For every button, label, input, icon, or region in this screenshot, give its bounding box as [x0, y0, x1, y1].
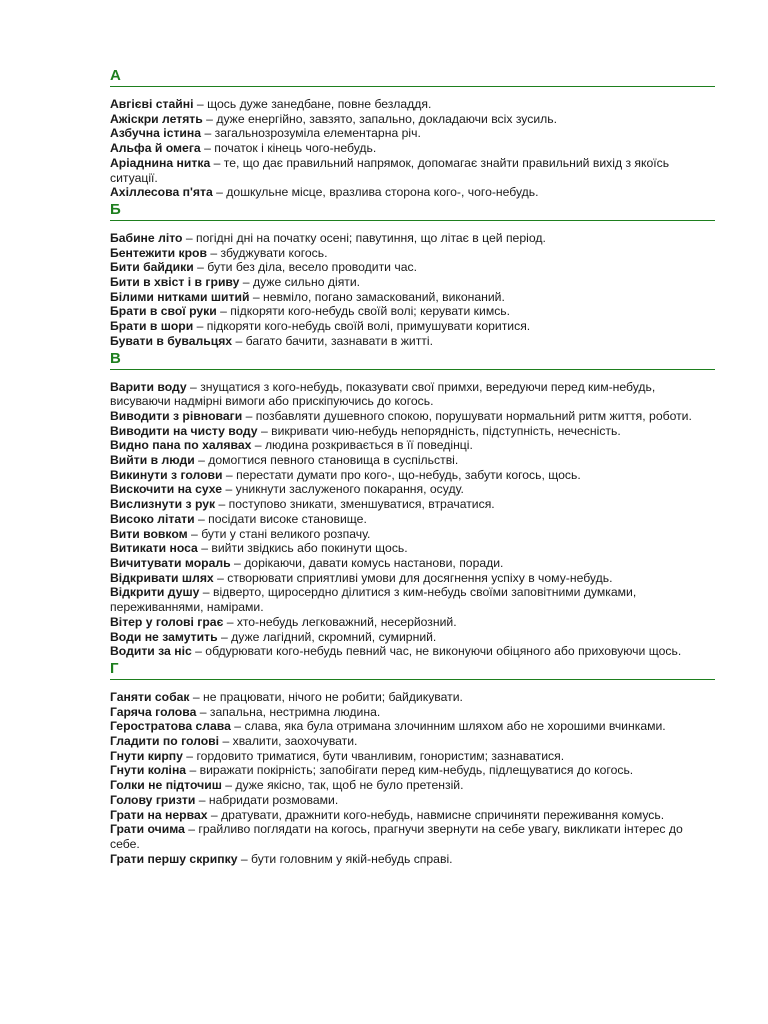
section-letter-heading: В	[110, 349, 715, 370]
idiom-term: Ажіскри летять	[110, 111, 203, 126]
idiom-definition: – домогтися певного становища в суспільстві.	[194, 453, 459, 468]
idiom-entry	[110, 630, 715, 645]
idiom-entry	[110, 141, 715, 156]
idiom-entry	[110, 126, 715, 141]
letter-section	[110, 349, 715, 659]
idiom-definition: – слава, яка була отримана злочинним шляхом або не хорошими вчинками.	[230, 719, 666, 734]
idiom-entry	[110, 556, 715, 571]
idiom-definition: – те, що дає правильний напрямок, допомагає знайти правильний вихід з якоїсь ситуації.	[110, 155, 670, 185]
letter-section	[110, 200, 715, 349]
idiom-definition: – невміло, погано замаскований, виконаний.	[249, 289, 505, 304]
idiom-definition: – дошкульне місце, вразлива сторона кого-, чого-небудь.	[212, 185, 539, 200]
idiom-definition: – поступово зникати, зменшуватися, втрачатися.	[215, 497, 495, 512]
idiom-entry	[110, 527, 715, 542]
idiom-definition: – бути без діла, весело проводити час.	[193, 260, 417, 275]
idiom-term: Білими нитками шитий	[110, 289, 250, 304]
idiom-definition: – не працювати, нічого не робити; байдикувати.	[189, 689, 463, 704]
idiom-term: Бабине літо	[110, 230, 183, 245]
idiom-entry	[110, 749, 715, 764]
idiom-term: Грати першу скрипку	[110, 851, 238, 866]
idiom-term: Аріаднина нитка	[110, 155, 211, 170]
idiom-definition: – запальна, нестримна людина.	[196, 704, 381, 719]
idiom-term: Грати на нервах	[110, 807, 208, 822]
idiom-term: Вичитувати мораль	[110, 555, 231, 570]
idiom-term: Відкрити душу	[110, 585, 200, 600]
section-letter-heading: Б	[110, 200, 715, 221]
idiom-definition: – дуже якісно, так, щоб не було претензій.	[221, 778, 464, 793]
idiom-term: Брати в шори	[110, 319, 194, 334]
idiom-term: Гнути кирпу	[110, 748, 183, 763]
idiom-definition: – позбавляти душевного спокою, порушувати нормальний ритм життя, роботи.	[242, 408, 692, 423]
idiom-definition: – вийти звідкись або покинути щось.	[197, 541, 408, 556]
idiom-term: Гладити по голові	[110, 734, 220, 749]
idiom-entry	[110, 231, 715, 246]
idiom-entry	[110, 290, 715, 305]
idiom-definition: – хвалити, заохочувати.	[219, 734, 358, 749]
idiom-entry	[110, 260, 715, 275]
idiom-definition: – перестати думати про кого-, що-небудь, забути когось, щось.	[222, 467, 581, 482]
idiom-definition: – бути у стані великого розпачу.	[187, 526, 371, 541]
idiom-entry	[110, 334, 715, 349]
idiom-definition: – викривати чию-небудь непорядність, підступність, нечесність.	[257, 423, 621, 438]
idiom-entry	[110, 185, 715, 200]
idiom-term: Варити воду	[110, 379, 187, 394]
idiom-definition: – людина розкривається в її поведінці.	[251, 438, 473, 453]
idiom-definition: – обдурювати кого-небудь певний час, не виконуючи обіцяного або приховуючи щось.	[191, 644, 682, 659]
idiom-term: Альфа й омега	[110, 141, 201, 156]
idiom-term: Вити вовком	[110, 526, 188, 541]
idiom-entry	[110, 380, 715, 409]
letter-section	[110, 659, 715, 866]
idiom-term: Бувати в бувальцях	[110, 333, 233, 348]
idiom-term: Гнути коліна	[110, 763, 187, 778]
idiom-term: Грати очима	[110, 822, 185, 837]
idiom-definition: – дорікаючи, давати комусь настанови, поради.	[230, 555, 504, 570]
idiom-entry	[110, 453, 715, 468]
idiom-term: Брати в свої руки	[110, 304, 217, 319]
idiom-entry	[110, 763, 715, 778]
idiom-definition: – посідати високе становище.	[194, 511, 367, 526]
idiom-term: Високо літати	[110, 511, 195, 526]
idiom-term: Авгієві стайні	[110, 97, 194, 111]
idiom-entry	[110, 156, 715, 185]
idiom-entry	[110, 690, 715, 705]
idiom-entry	[110, 719, 715, 734]
idiom-term: Викинути з голови	[110, 467, 223, 482]
section-letter-heading: А	[110, 66, 715, 87]
idiom-definition: – багато бачити, зазнавати в житті.	[232, 333, 433, 348]
idiom-term: Гаряча голова	[110, 704, 197, 719]
idiom-definition: – підкоряти кого-небудь своїй волі, примушувати коритися.	[193, 319, 531, 334]
idiom-definition: – дуже лагідний, скромний, сумирний.	[217, 629, 437, 644]
idiom-term: Відкривати шлях	[110, 570, 214, 585]
idiom-definition: – дуже сильно діяти.	[239, 275, 361, 290]
idiom-definition: – щось дуже занедбане, повне безладдя.	[193, 97, 432, 111]
idiom-definition: – дуже енергійно, завзято, запально, докладаючи всіх зусиль.	[202, 111, 557, 126]
idiom-definition: – грайливо поглядати на когось, прагнучи звернути на себе увагу, викликати інтерес до себе.	[110, 822, 683, 851]
idiom-definition: – хто-небудь легковажний, несерйозний.	[223, 614, 457, 629]
idiom-term: Азбучна істина	[110, 126, 202, 141]
idiom-definition: – підкоряти кого-небудь своїй волі; керувати кимсь.	[216, 304, 511, 319]
idiom-entry	[110, 822, 715, 851]
idiom-term: Ганяти собак	[110, 689, 190, 704]
idiom-entry	[110, 246, 715, 261]
idiom-term: Ахіллесова п'ята	[110, 185, 213, 200]
idiom-definition: – відверто, щиросердно ділитися з ким-небудь своїми заповітними думками, переживаннями, намірами.	[110, 585, 637, 615]
idiom-term: Бентежити кров	[110, 245, 207, 260]
idiom-term: Вийти в люди	[110, 453, 195, 468]
idiom-entry	[110, 409, 715, 424]
idiom-entry	[110, 468, 715, 483]
idiom-term: Бити в хвіст і в гриву	[110, 275, 240, 290]
idiom-term: Видно пана по халявах	[110, 438, 252, 453]
idiom-entry	[110, 571, 715, 586]
idiom-term: Голову гризти	[110, 792, 196, 807]
idiom-term: Виводити на чисту воду	[110, 423, 258, 438]
idiom-entry	[110, 585, 715, 614]
idiom-definition: – створювати сприятливі умови для досягнення успіху в чому-небудь.	[213, 570, 613, 585]
idiom-term: Вислизнути з рук	[110, 497, 216, 512]
idiom-definition: – гордовито триматися, бути чванливим, гонористим; зазнаватися.	[182, 748, 565, 763]
idiom-entry	[110, 275, 715, 290]
idiom-definition: – початок і кінець чого-небудь.	[200, 141, 377, 156]
idiom-entry	[110, 644, 715, 659]
idiom-entry	[110, 319, 715, 334]
idiom-entry	[110, 97, 715, 112]
idiom-entry	[110, 512, 715, 527]
idiom-entry	[110, 705, 715, 720]
idiom-entry	[110, 793, 715, 808]
idiom-definition: – виражати покірність; запобігати перед ким-небудь, підлещуватися до когось.	[186, 763, 634, 778]
idiom-entry	[110, 615, 715, 630]
idiom-term: Водити за ніс	[110, 644, 192, 659]
idiom-definition: – уникнути заслуженого покарання, осуду.	[222, 482, 464, 497]
letter-section	[110, 66, 715, 200]
idiom-definition: – погідні дні на початку осені; павутиння, що літає в цей період.	[182, 230, 546, 245]
idiom-definition: – дратувати, дражнити кого-небудь, навмисне спричиняти переживання комусь.	[207, 807, 665, 822]
idiom-entry	[110, 112, 715, 127]
idiom-definition: – знущатися з кого-небудь, показувати свої примхи, вередуючи перед ким-небудь, висуваючи надмірні вимоги або прискіпуючись до когось.	[110, 379, 656, 409]
idiom-term: Води не замутить	[110, 629, 218, 644]
idiom-entry	[110, 424, 715, 439]
idiom-term: Голки не підточиш	[110, 778, 222, 793]
idiom-definition: – бути головним у якій-небудь справі.	[237, 851, 453, 866]
idiom-term: Витикати носа	[110, 541, 198, 556]
section-letter-heading: Г	[110, 659, 715, 680]
idiom-term: Бити байдики	[110, 260, 194, 275]
idiom-term: Вискочити на сухе	[110, 482, 223, 497]
idiom-term: Вітер у голові грає	[110, 614, 224, 629]
dictionary-content	[110, 66, 715, 866]
idiom-entry	[110, 734, 715, 749]
idiom-definition: – набридати розмовами.	[195, 792, 339, 807]
idiom-entry	[110, 438, 715, 453]
idiom-term: Геростратова слава	[110, 719, 231, 734]
idiom-entry	[110, 304, 715, 319]
idiom-entry	[110, 852, 715, 867]
idiom-definition: – збуджувати когось.	[206, 245, 328, 260]
idiom-term: Виводити з рівноваги	[110, 408, 243, 423]
idiom-entry	[110, 541, 715, 556]
idiom-entry	[110, 778, 715, 793]
idiom-definition: – загальнозрозуміла елементарна річ.	[201, 126, 421, 141]
idiom-entry	[110, 482, 715, 497]
idiom-entry	[110, 808, 715, 823]
idiom-entry	[110, 497, 715, 512]
